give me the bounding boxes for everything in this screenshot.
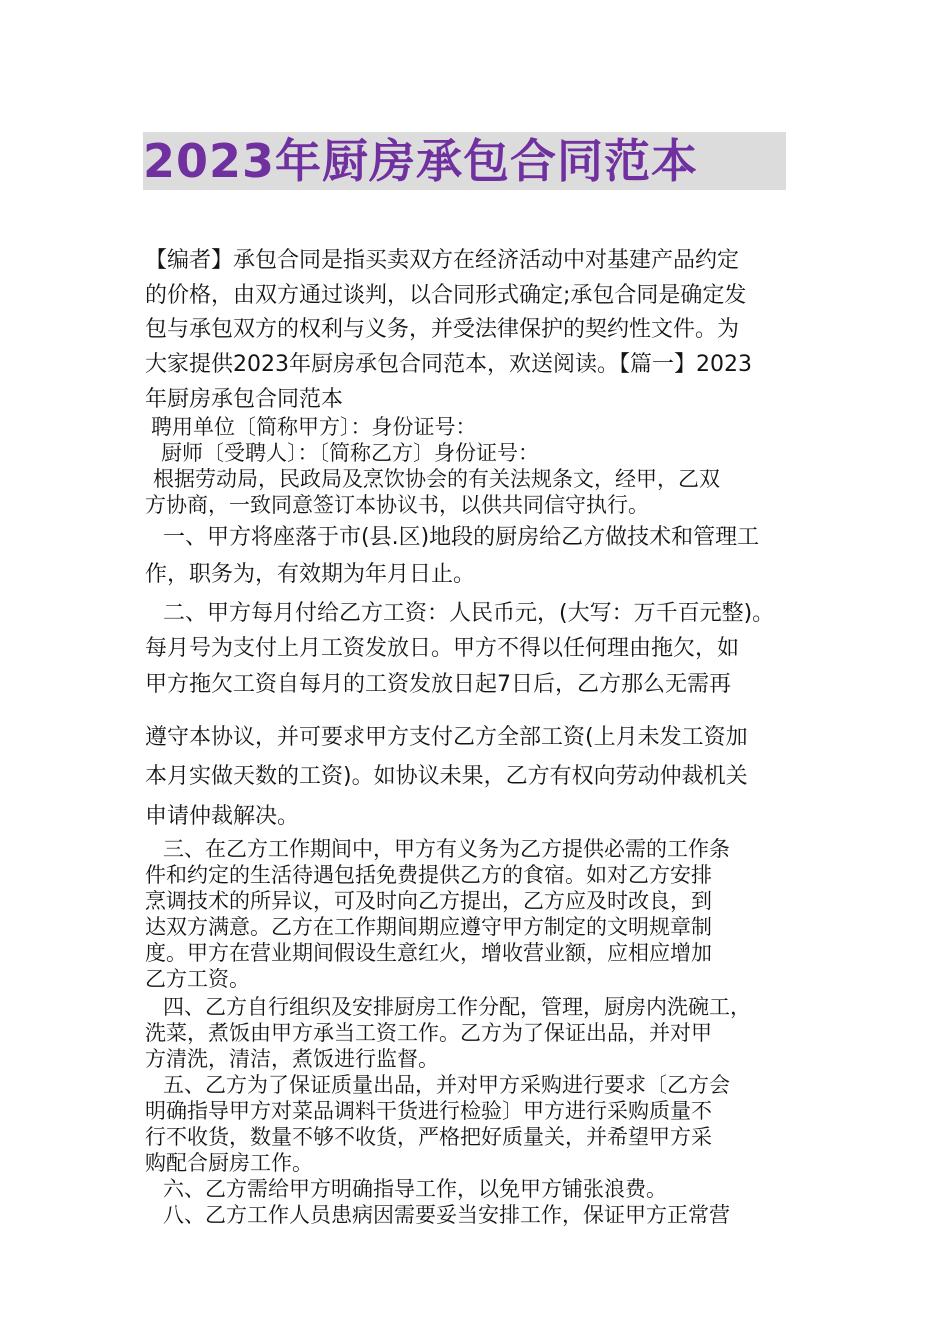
body-line: 三、在乙方工作期间中，甲方有义务为乙方提供必需的工作条 — [163, 837, 730, 861]
body-line: 二、甲方每月付给乙方工资：人民币元，(大写：万千百元整)。 — [163, 601, 775, 626]
body-line: 达双方满意。乙方在工作期间期应遵守甲方制定的文明规章制 — [145, 915, 712, 939]
body-line: 八、乙方工作人员患病因需要妥当安排工作，保证甲方正常营 — [163, 1203, 730, 1227]
body-line: 大家提供2023年厨房承包合同范本，欢送阅读。【篇一】2023 — [145, 352, 752, 377]
body-line: 年厨房承包合同范本 — [145, 387, 344, 412]
body-line: 件和约定的生活待遇包括免费提供乙方的食宿。如对乙方安排 — [145, 863, 712, 887]
body-line: 【编者】承包合同是指买卖双方在经济活动中对基建产品约定 — [145, 248, 740, 273]
body-line: 方协商，一致同意签订本协议书，以供共同信守执行。 — [145, 493, 649, 517]
body-line: 厨师〔受聘人〕：〔简称乙方〕身份证号： — [161, 441, 539, 465]
body-line: 一、甲方将座落于市(县.区)地段的厨房给乙方做技术和管理工 — [163, 525, 760, 550]
body-line: 遵守本协议，并可要求甲方支付乙方全部工资(上月未发工资加 — [145, 725, 748, 750]
body-line: 度。甲方在营业期间假设生意红火，增收营业额，应相应增加 — [145, 941, 712, 965]
body-line: 的价格，由双方通过谈判，以合同形式确定;承包合同是确定发 — [145, 283, 747, 308]
body-line: 四、乙方自行组织及安排厨房工作分配，管理，厨房内洗碗工， — [163, 995, 751, 1019]
body-line: 根据劳动局，民政局及烹饮协会的有关法规条文，经甲，乙双 — [153, 467, 720, 491]
body-line: 洗菜，煮饭由甲方承当工资工作。乙方为了保证出品，并对甲 — [145, 1021, 712, 1045]
body-line: 行不收货，数量不够不收货，严格把好质量关，并希望甲方采 — [145, 1125, 712, 1149]
body-line: 作，职务为，有效期为年月日止。 — [145, 562, 476, 587]
body-line: 五、乙方为了保证质量出品，并对甲方采购进行要求〔乙方会 — [163, 1073, 730, 1097]
body-line: 申请仲裁解决。 — [145, 804, 300, 829]
body-line: 包与承包双方的权利与义务，并受法律保护的契约性文件。为 — [145, 317, 740, 342]
body-line: 烹调技术的所异议，可及时向乙方提出，乙方应及时改良，到 — [145, 889, 712, 913]
body-line: 方清洗，清洁，煮饭进行监督。 — [145, 1047, 439, 1071]
body-line: 六、乙方需给甲方明确指导工作，以免甲方铺张浪费。 — [163, 1177, 667, 1201]
body-line: 甲方拖欠工资自每月的工资发放日起7日后，乙方那么无需再 — [145, 672, 731, 697]
body-line: 每月号为支付上月工资发放日。甲方不得以任何理由拖欠，如 — [145, 636, 740, 661]
document-title: 2023年厨房承包合同范本 — [143, 132, 786, 190]
body-line: 明确指导甲方对菜品调料干货进行检验〕甲方进行采购质量不 — [145, 1099, 712, 1123]
body-line: 乙方工资。 — [145, 967, 250, 991]
body-line: 聘用单位〔简称甲方〕：身份证号： — [151, 415, 477, 439]
body-line: 本月实做天数的工资)。如协议未果，乙方有权向劳动仲裁机关 — [145, 764, 748, 789]
body-line: 购配合厨房工作。 — [145, 1151, 313, 1175]
